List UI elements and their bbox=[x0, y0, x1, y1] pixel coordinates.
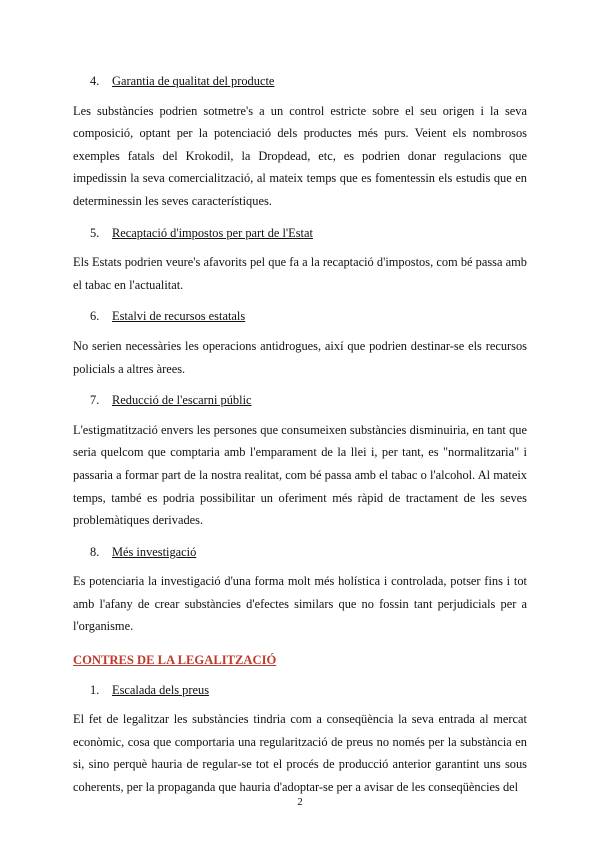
item-paragraph: El fet de legalitzar les substàncies tindria com a conseqüència la seva entrada al mercat econòmic, cosa que comportaria una regularització de preus no només per la substància en si, sino perquè hauria de regular-se tot el procés de producció anterior garantint uns sous coherents, per la propaganda que hauria d'adoptar-se per a avisar de les conseqüències del bbox=[73, 712, 527, 795]
item-title: Reducció de l'escarni públic bbox=[112, 393, 252, 408]
item-paragraph: Es potenciaria la investigació d'una forma molt més holística i controlada, potser fins i tot amb l'afany de crear substàncies d'efectes similars que no fossin tant perjudicials per a l'organisme. bbox=[73, 574, 527, 634]
item-heading-6 bbox=[73, 305, 527, 328]
item-title: Estalvi de recursos estatals bbox=[112, 309, 246, 324]
item-number: 6. bbox=[90, 309, 100, 324]
item-title: Recaptació d'impostos per part de l'Estat bbox=[112, 225, 313, 240]
item-paragraph: No serien necessàries les operacions antidrogues, així que podrien destinar-se els recursos policials a altres àrees. bbox=[73, 338, 527, 376]
contra-heading-1 bbox=[73, 679, 527, 702]
item-number: 1. bbox=[90, 682, 100, 697]
item-heading-5 bbox=[73, 222, 527, 245]
item-paragraph: Les substàncies podrien sotmetre's a un control estricte sobre el seu origen i la seva composició, optant per la potenciació dels productes més purs. Veient els nombrosos exemples fatals del Krokodil, la Dropdead, etc, es podrien donar regulacions que impedissin la seva comercialització, al mateix temps que es fomentessin els estudis que en determinessin les seves característiques. bbox=[73, 103, 527, 208]
item-title: Escalada dels preus bbox=[112, 682, 210, 697]
page-number: 2 bbox=[297, 796, 303, 808]
item-paragraph: Els Estats podrien veure's afavorits pel que fa a la recaptació d'impostos, com bé passa amb el tabac en l'actualitat. bbox=[73, 255, 527, 292]
item-number: 5. bbox=[90, 225, 100, 240]
item-heading-4 bbox=[73, 70, 527, 93]
item-number: 4. bbox=[90, 74, 100, 88]
item-paragraph: L'estigmatització envers les persones que consumeixen substàncies disminuiria, en tant que seria quelcom que comptaria amb l'emparament de la llei i, per tant, es "normalitzaria" i passaria a formar part de la nostra realitat, com bé passa amb el tabac o l'alcohol. Al mateix temps, també es podria possibilitar un oferiment més ràpid de tractament de les seves problemàtiques derivades. bbox=[73, 422, 527, 528]
page-content bbox=[73, 70, 527, 808]
item-number: 8. bbox=[90, 544, 100, 559]
item-heading-7 bbox=[73, 389, 527, 412]
item-heading-8 bbox=[73, 541, 527, 564]
section-title: CONTRES DE LA LEGALITZACIÓ bbox=[73, 653, 277, 668]
item-title: Garantia de qualitat del producte bbox=[112, 74, 275, 88]
item-number: 7. bbox=[90, 393, 100, 408]
item-title: Més investigació bbox=[112, 544, 197, 559]
